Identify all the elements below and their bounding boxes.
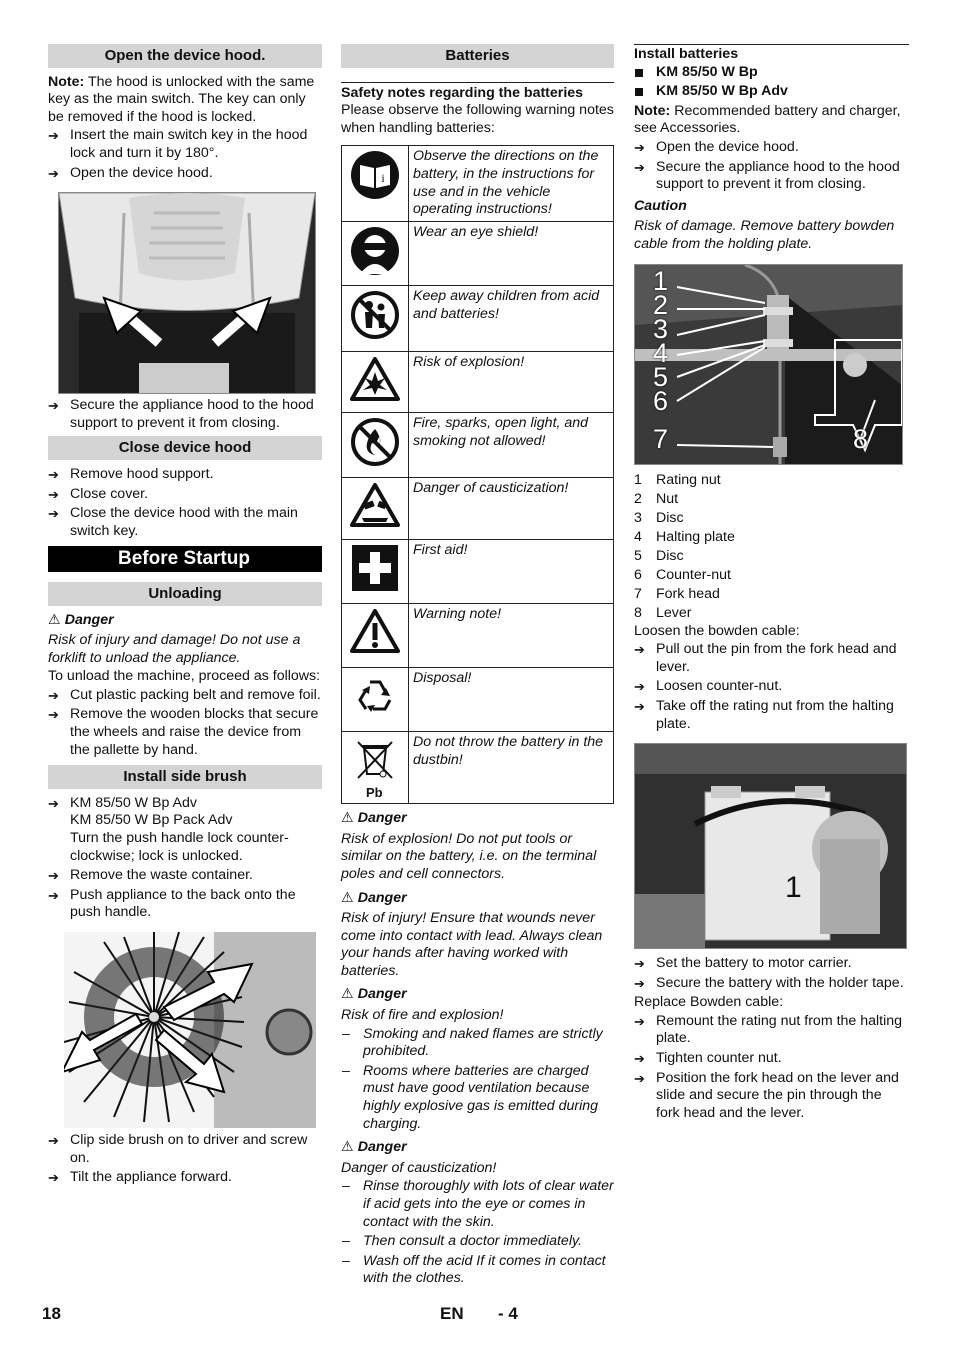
section-heading: Batteries xyxy=(341,44,614,68)
step: ➔ Tilt the appliance forward. xyxy=(48,1169,322,1187)
section-heading: Open the device hood. xyxy=(48,44,322,68)
step: ➔ Secure the appliance hood to the hood support to prevent it from closing. xyxy=(48,397,322,432)
subheading: Install batteries xyxy=(634,44,909,64)
step: ➔ Open the device hood. xyxy=(634,139,909,157)
symbol-text: Danger of causticization! xyxy=(409,477,614,539)
caution-label: Caution xyxy=(634,197,687,214)
symbol-text: Risk of explosion! xyxy=(409,352,614,413)
corrosive-icon xyxy=(350,482,400,528)
danger-text: Risk of injury! Ensure that wounds never come into contact with lead. Always clean your hands after having worked with batteries. xyxy=(341,910,603,979)
symbol-text: Observe the directions on the battery, in the instructions for use and in the vehicle operating instructions! xyxy=(409,146,614,221)
step: ➔ Push appliance to the back onto the push handle. xyxy=(48,887,322,922)
list-item: 8 Lever xyxy=(634,604,692,621)
step: ➔ Set the battery to motor carrier. xyxy=(634,955,909,973)
list-item: – Rooms where batteries are charged must have good ventilation because highly explosive gas is emitted during charging. xyxy=(341,1063,614,1133)
step: ➔ KM 85/50 W Bp Adv KM 85/50 W Bp Pack Adv Turn the push handle lock counter-clockwise; lock is unlocked. xyxy=(48,795,322,865)
no-dustbin-icon xyxy=(354,738,396,780)
step: ➔ Open the device hood. xyxy=(48,165,322,183)
warning-triangle-icon: ⚠ xyxy=(341,810,354,827)
warning-triangle-icon: ⚠ xyxy=(341,986,354,1003)
step: ➔ Loosen counter-nut. xyxy=(634,678,909,696)
step: ➔ Pull out the pin from the fork head and lever. xyxy=(634,641,909,676)
step: ➔ Tighten counter nut. xyxy=(634,1050,909,1068)
list-item: 7 Fork head xyxy=(634,585,720,602)
side-brush-photo xyxy=(64,932,316,1128)
page-subnumber: - 4 xyxy=(498,1304,518,1323)
pb-label: Pb xyxy=(366,784,383,800)
figure-callout: 8 xyxy=(853,423,869,454)
list-item: – Rinse thoroughly with lots of clear water if acid gets into the eye or comes in contact with the skin. xyxy=(341,1178,614,1231)
danger-text: Danger of causticization! xyxy=(341,1159,497,1176)
keep-children-away-icon xyxy=(350,290,400,340)
hood-photo xyxy=(58,192,316,394)
caution-text: Risk of damage. Remove battery bowden cable from the holding plate. xyxy=(634,218,895,252)
symbol-text: Do not throw the battery in the dustbin! xyxy=(409,732,614,804)
list-item: 1 Rating nut xyxy=(634,471,721,488)
danger-text: Risk of fire and explosion! xyxy=(341,1007,504,1024)
warning-triangle-icon: ⚠ xyxy=(48,611,61,628)
figure-callout: 1 xyxy=(785,871,802,905)
list-item: 5 Disc xyxy=(634,547,684,564)
step: ➔ Take off the rating nut from the halting plate. xyxy=(634,698,909,733)
step: ➔ Insert the main switch key in the hood lock and turn it by 180°. xyxy=(48,127,322,162)
model-item: KM 85/50 W Bp xyxy=(634,64,909,82)
svg-text:i: i xyxy=(381,171,385,186)
column-right xyxy=(634,44,909,1124)
symbol-text: Wear an eye shield! xyxy=(409,221,614,286)
step: ➔ Remove hood support. xyxy=(48,466,322,484)
step: ➔ Remove the wooden blocks that secure the wheels and raise the device from the pallette by hand. xyxy=(48,706,322,759)
list-item: – Wash off the acid If it comes in contact with the clothes. xyxy=(341,1253,614,1288)
danger-label: ⚠ Danger xyxy=(341,810,407,827)
danger-text: Risk of injury and damage! Do not use a forklift to unload the appliance. xyxy=(48,632,301,666)
paragraph: Please observe the following warning notes when handling batteries: xyxy=(341,102,614,136)
paragraph: Loosen the bowden cable: xyxy=(634,622,800,639)
no-fire-icon xyxy=(350,417,400,467)
manual-icon xyxy=(350,150,400,200)
eye-shield-icon xyxy=(350,226,400,276)
column-middle xyxy=(341,44,614,1290)
list-item: 4 Halting plate xyxy=(634,528,735,545)
symbol-table xyxy=(341,145,614,804)
step: ➔ Remount the rating nut from the halting plate. xyxy=(634,1013,909,1048)
model-item: KM 85/50 W Bp Adv xyxy=(634,83,909,101)
symbol-text: Warning note! xyxy=(409,603,614,667)
battery-photo xyxy=(634,743,907,949)
warning-triangle-icon: ⚠ xyxy=(341,889,354,906)
bowden-cable-photo xyxy=(634,264,903,465)
paragraph: To unload the machine, proceed as follows: xyxy=(48,668,321,685)
warning-triangle-icon: ⚠ xyxy=(341,1139,354,1156)
symbol-text: First aid! xyxy=(409,539,614,603)
symbol-text: Disposal! xyxy=(409,667,614,732)
column-left xyxy=(48,44,322,1189)
danger-label: ⚠ Danger xyxy=(341,986,407,1003)
danger-label: ⚠ Danger xyxy=(341,1139,407,1156)
danger-text: Risk of explosion! Do not put tools or similar on the battery, i.e. on the terminal poles and cell connectors. xyxy=(341,830,597,882)
step: ➔ Secure the battery with the holder tape. xyxy=(634,975,909,993)
warning-icon xyxy=(350,608,400,654)
list-item: 6 Counter-nut xyxy=(634,566,731,583)
section-heading: Unloading xyxy=(48,582,322,606)
language-code: EN xyxy=(440,1304,464,1323)
recycle-icon xyxy=(350,672,400,722)
paragraph: Replace Bowden cable: xyxy=(634,994,784,1011)
step: ➔ Close cover. xyxy=(48,486,322,504)
step: ➔ Position the fork head on the lever and slide and secure the pin through the fork head and the lever. xyxy=(634,1070,909,1123)
section-heading: Install side brush xyxy=(48,765,322,789)
note: Note: Recommended battery and charger, see Accessories. xyxy=(634,102,901,137)
step: ➔ Close the device hood with the main switch key. xyxy=(48,505,322,540)
danger-label: ⚠ Danger xyxy=(341,889,407,906)
first-aid-icon xyxy=(351,544,399,592)
step: ➔ Cut plastic packing belt and remove foil. xyxy=(48,687,322,705)
subheading: Safety notes regarding the batteries xyxy=(341,82,614,103)
list-item: 2 Nut xyxy=(634,490,679,507)
symbol-text: Fire, sparks, open light, and smoking not allowed! xyxy=(409,412,614,477)
explosion-icon xyxy=(350,356,400,402)
page-number: 18 xyxy=(42,1304,61,1323)
list-item: – Then consult a doctor immediately. xyxy=(341,1233,614,1251)
step: ➔ Remove the waste container. xyxy=(48,867,322,885)
section-heading: Close device hood xyxy=(48,436,322,460)
parts-list xyxy=(634,471,909,623)
step: ➔ Secure the appliance hood to the hood support to prevent it from closing. xyxy=(634,159,909,194)
symbol-text: Keep away children from acid and batteries! xyxy=(409,286,614,352)
note: Note: The hood is unlocked with the same key as the main switch. The key can only be removed if the hood is locked. xyxy=(48,73,315,125)
figure-callouts: 1 2 3 4 5 6 xyxy=(653,265,669,416)
figure-callout: 7 xyxy=(653,423,669,454)
list-item: 3 Disc xyxy=(634,509,684,526)
danger-label: ⚠ Danger xyxy=(48,611,114,628)
step: ➔ Clip side brush on to driver and screw on. xyxy=(48,1132,322,1167)
list-item: – Smoking and naked flames are strictly prohibited. xyxy=(341,1026,614,1061)
chapter-heading: Before Startup xyxy=(48,546,322,572)
